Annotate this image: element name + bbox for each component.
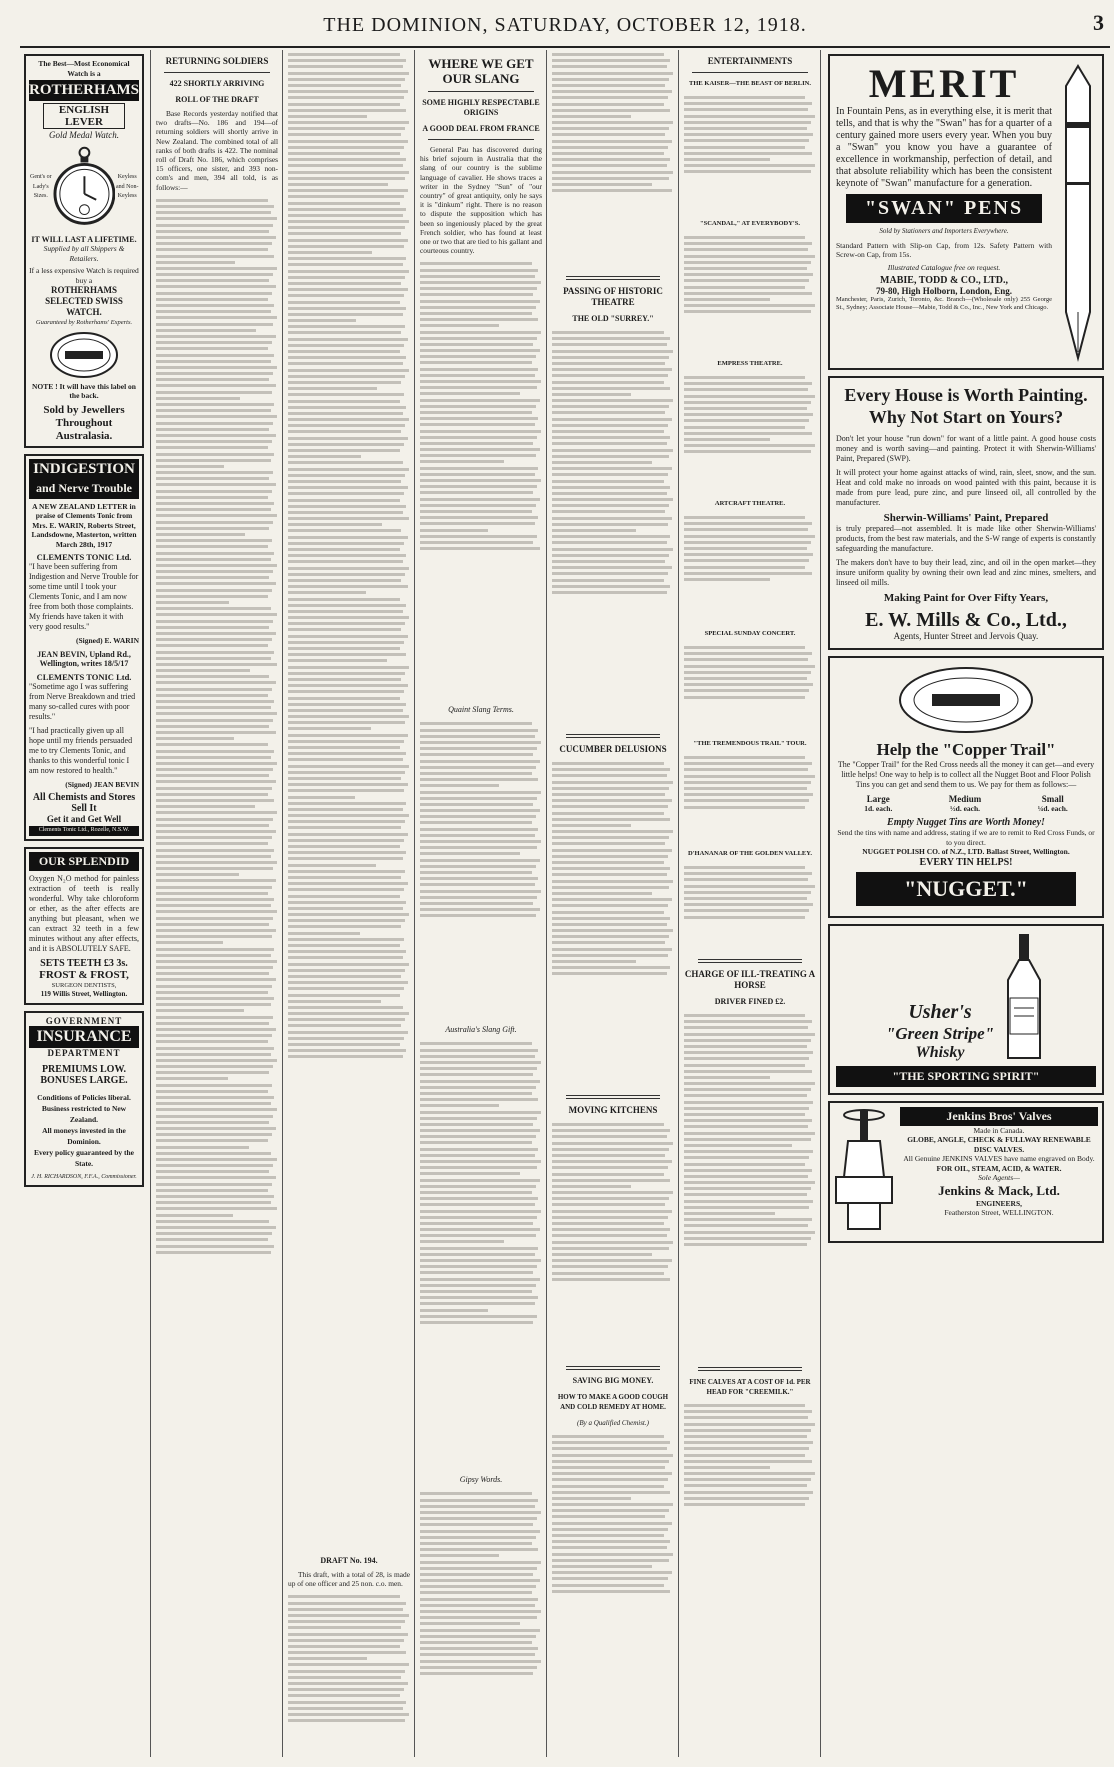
trail-tour-head: "THE TREMENDOUS TRAIL" TOUR. <box>693 740 807 747</box>
merit-title: MERIT <box>868 61 1020 106</box>
dhanar-head: D'HANANAR OF THE GOLDEN VALLEY. <box>688 850 812 857</box>
artcraft-head: ARTCRAFT THEATRE. <box>714 500 786 507</box>
jenkins-types: GLOBE, ANGLE, CHECK & FULLWAY RENEWABLE DISC VALVES. <box>907 1135 1091 1154</box>
insurance-bonuses: BONUSES LARGE. <box>40 1074 128 1086</box>
swan-address: 79-80, High Holborn, London, Eng. <box>875 286 1013 297</box>
sherwin-slogan: Making Paint for Over Fifty Years, <box>883 592 1049 604</box>
nominal-roll-text <box>288 1592 410 1762</box>
clements-tonic-ad <box>24 454 144 841</box>
rotherhams-cheaper: If a less expensive Watch is required buy a <box>29 266 139 285</box>
valve-icon <box>834 1107 894 1237</box>
rotherhams-lifetime: IT WILL LAST A LIFETIME. <box>31 234 137 244</box>
nugget-copper-trail-ad <box>828 656 1104 918</box>
sherwin-williams-ad <box>828 376 1104 650</box>
articles-column <box>552 50 674 1762</box>
tin-price-large: 1d. each. <box>864 803 893 813</box>
passing-theatre-title: PASSING OF HISTORIC THEATRE <box>563 286 663 307</box>
jenkins-title: Jenkins Bros' Valves <box>900 1107 1098 1126</box>
returning-soldiers-column <box>156 50 278 1762</box>
swan-firm: MABIE, TODD & CO., LTD., <box>880 275 1008 287</box>
masthead <box>20 4 1110 48</box>
clements-footer: Clements Tonic Ltd., Rozelle, N.S.W. <box>29 826 139 836</box>
column-rule <box>282 50 283 1757</box>
tin-price-medium: ½d. each. <box>950 803 981 813</box>
tin-size-medium: Medium <box>948 793 982 804</box>
calves-text <box>684 1401 816 1561</box>
article-text <box>552 1120 674 1360</box>
empty-tins-line: Empty Nugget Tins are Worth Money! <box>887 817 1045 828</box>
chemists-line: All Chemists and Stores Sell It <box>32 792 136 814</box>
insurance-line: Business restricted to New Zealand. <box>41 1103 127 1124</box>
sherwin-p2: It will protect your home against attacks of wind, rain, sleet, snow, and the sun. Heat and cold make no inroads on wood painted with this paint, because it is made from pure lead, pure zinc, and pure linseed oil, all controlled by the manufacturer. <box>836 468 1096 507</box>
tin-size-small: Small <box>1041 793 1064 804</box>
returning-soldiers-title: RETURNING SOLDIERS <box>165 56 269 66</box>
rotherhams-sold: Sold by Jewellers Throughout Australasia. <box>43 403 125 442</box>
jenkins-agents: Sole Agents— <box>978 1173 1020 1182</box>
testimonial-signature-2: (Signed) JEAN BEVIN <box>65 779 139 789</box>
gipsy-words-head: Gipsy Words. <box>459 1475 503 1485</box>
rotherhams-left-note: Gent's or Lady's Sizes. <box>30 174 52 200</box>
ushers-product: "Green Stripe" <box>885 1023 995 1043</box>
page-number: 3 <box>1093 10 1104 35</box>
insurance-department: DEPARTMENT <box>47 1047 121 1058</box>
jenkins-genuine: All Genuine JENKINS VALVES have name engraved on Body. <box>903 1154 1095 1163</box>
left-ads-column <box>22 50 146 1762</box>
passing-theatre-sub: THE OLD "SURREY." <box>572 314 654 323</box>
slang-sub: SOME HIGHLY RESPECTABLE ORIGINS <box>422 98 540 117</box>
slang-column <box>420 50 542 1762</box>
ushers-whisky-ad <box>828 924 1104 1095</box>
whisky-bottle-icon <box>1002 932 1046 1062</box>
mills-firm: E. W. Mills & Co., Ltd., <box>865 609 1067 631</box>
ushers-brand: Usher's <box>908 1000 972 1023</box>
horse-charge-title: CHARGE OF ILL-TREATING A HORSE <box>684 969 816 990</box>
testimonial-quote-2: "Sometime ago I was suffering from Nerve Breakdown and tried many so-called cures with poor results." <box>29 681 136 721</box>
nerve-trouble-title: and Nerve Trouble <box>29 480 139 499</box>
slang-title: WHERE WE GET OUR SLANG <box>428 56 534 86</box>
merit-body: In Fountain Pens, as in everything else, it is merit that tells, and that is why the "Swan" has for a quarter of a century gained more users every year. When you buy a "Swan" you know you have a guarantee of excellence in workmanship, perfection of detail, and that absolute reliability which has been the consistent keynote of "Swan" manufacture for a generation. <box>836 106 1052 189</box>
company-name-2: CLEMENTS TONIC Ltd. <box>36 671 132 682</box>
rotherhams-brand: ROTHERHAMS <box>29 80 139 101</box>
tin-size-large: Large <box>866 793 890 804</box>
rotherhams-tagline: The Best—Most Economical Watch is a <box>38 59 130 78</box>
entertainments-title: ENTERTAINMENTS <box>707 56 793 66</box>
insurance-signed: J. H. RICHARDSON, F.F.A., Commissioner. <box>31 1173 137 1180</box>
sherwin-p1: Don't let your house "run down" for want of a little paint. A good house costs money and is worth saving—and painting. Protect it with Sherwin-Williams' Paint, Prepared (SWP). <box>836 434 1096 463</box>
splendid-address: 119 Willis Street, Wellington. <box>40 990 128 998</box>
testimonial-quote-3: "I had practically given up all hope until my friends persuaded me to try Clements Tonic, and thanks to this wonderful tonic I am now restored to health." <box>29 725 133 775</box>
entertainments-text <box>684 93 816 213</box>
nominal-roll-text <box>156 196 278 1762</box>
ushers-whisky: Whisky <box>915 1043 965 1061</box>
jenkins-uses: FOR OIL, STEAM, ACID, & WATER. <box>936 1163 1062 1173</box>
returning-intro: Base Records yesterday notified that two drafts—No. 186 and 194—of returning soldiers will shortly arrive in New Zealand. The combined total of all ranks of both drafts is 422. The nominal roll of Draft No. 186, which comprises 15 officers, one sister, and 393 non-com's and men, 394 all told, is as follows:— <box>156 109 278 192</box>
indigestion-title: INDIGESTION <box>29 459 139 480</box>
rotherhams-note: NOTE ! It will have this label on the back. <box>32 381 136 400</box>
roll-continued-column <box>288 50 410 1762</box>
testimonial-quote: "I have been suffering from Indigestion and Nerve Trouble for some time until I took your Clements Tonic, and I am now free from both those complaints. My friends have taken it with very good results." <box>29 562 139 631</box>
kaiser-head: THE KAISER—THE BEAST OF BERLIN. <box>689 80 811 87</box>
roll-of-draft: ROLL OF THE DRAFT <box>175 95 259 104</box>
rotherhams-guaranteed: Guaranteed by Rotherhams' Experts. <box>35 319 133 326</box>
entertainments-text <box>684 513 816 623</box>
moving-kitchens-title: MOVING KITCHENS <box>568 1105 658 1115</box>
article-text <box>552 50 674 270</box>
sunday-concert-head: SPECIAL SUNDAY CONCERT. <box>704 630 796 637</box>
nugget-firm: NUGGET POLISH CO. of N.Z., LTD. Ballast Street, Wellington. <box>862 847 1070 856</box>
splendid-role: SURGEON DENTISTS, <box>51 981 117 989</box>
copper-send: Send the tins with name and address, stating if we are to remit to Red Cross Funds, or to you direct. <box>837 828 1095 847</box>
every-tin-helps: EVERY TIN HELPS! <box>919 856 1013 868</box>
pocket-watch-icon <box>53 144 116 232</box>
court-report-text <box>684 1011 816 1361</box>
fountain-pen-icon <box>1060 62 1096 362</box>
entertainments-column <box>684 50 816 1762</box>
insurance-government: GOVERNMENT <box>45 1015 123 1026</box>
australia-slang-head: Australia's Slang Gift. <box>445 1025 517 1035</box>
nugget-tin-icon <box>896 664 1036 736</box>
horse-charge-sub: DRIVER FINED £2. <box>714 997 786 1006</box>
jenkins-firm: Jenkins & Mack, Ltd. <box>938 1182 1060 1198</box>
column-rule <box>414 50 415 1757</box>
article-text <box>552 328 674 728</box>
column-rule <box>546 50 547 1757</box>
cough-remedy-title: HOW TO MAKE A GOOD COUGH AND COLD REMEDY AT HOME. <box>557 1393 669 1411</box>
frost-dentists-ad <box>24 847 144 1005</box>
slang-body-text <box>420 1039 542 1469</box>
tin-price-small: ¼d. each. <box>1037 803 1068 813</box>
jenkins-made: Made in Canada. <box>973 1125 1025 1135</box>
letter2-head: JEAN BEVIN, Upland Rd., Wellington, writes 18/5/17 <box>37 649 131 668</box>
insurance-line: Every policy guaranteed by the State. <box>34 1147 134 1168</box>
draft-194-title: DRAFT No. 194. <box>320 1556 378 1565</box>
quaint-slang-head: Quaint Slang Terms. <box>448 705 514 715</box>
swan-brand: "SWAN" PENS <box>846 194 1042 223</box>
right-ads-column <box>826 50 1106 1762</box>
nominal-roll-text <box>288 50 410 1550</box>
sporting-spirit: "THE SPORTING SPIRIT" <box>836 1066 1096 1087</box>
sherwin-p3: is truly prepared—not assembled. It is made like other Sherwin-Williams' products, from the best raw materials, and the S-W range of experts is constantly safeguarding the manufacture. <box>836 524 1096 553</box>
splendid-price: SETS TEETH £3 3s. <box>40 957 128 969</box>
rotherhams-sub: Gold Medal Watch. <box>49 130 119 140</box>
company-name: CLEMENTS TONIC Ltd. <box>36 552 132 562</box>
jenkins-engineers: ENGINEERS, <box>975 1198 1023 1208</box>
entertainments-text <box>684 863 816 953</box>
slang-sub2: A GOOD DEAL FROM FRANCE <box>422 124 540 133</box>
letter-head: A NEW ZEALAND LETTER in praise of Clements Tonic from Mrs. E. WARIN, Roberts Street, Landsdowne, Masterton, written March 28th, 1917 <box>31 501 137 549</box>
rotherhams-swiss: ROTHERHAMS SELECTED SWISS WATCH. <box>45 285 123 317</box>
returning-soldiers-sub: 422 SHORTLY ARRIVING <box>169 79 265 88</box>
nugget-brand: "NUGGET." <box>856 872 1076 906</box>
entertainments-text <box>684 643 816 733</box>
column-rule <box>678 50 679 1757</box>
copper-trail-body: The "Copper Trail" for the Red Cross needs all the money it can get—and every little helps! One way to help is to collect all the Nugget Boot and Floor Polish Tins you can get and send them to us. We pay for them as follows:— <box>837 759 1095 789</box>
rotherhams-ad <box>24 54 144 448</box>
cough-remedy-sub: (By a Qualified Chemist.) <box>577 1419 649 1427</box>
swan-sold: Sold by Stationers and Importers Everywhere. <box>879 227 1009 235</box>
testimonial-signature: (Signed) E. WARIN <box>76 636 139 645</box>
cucumber-title: CUCUMBER DELUSIONS <box>559 744 667 754</box>
jenkins-valves-ad <box>828 1101 1104 1243</box>
swan-branches: Manchester, Paris, Zurich, Toronto, &c. Branch—(Wholesale only) 255 George St., Sydney; Associate House—Mabie, Todd & Co., Inc., New York and Chicago. <box>836 296 1052 312</box>
article-text <box>552 1432 674 1672</box>
swan-catalogue: Illustrated Catalogue free on request. <box>887 262 1001 272</box>
slang-body-text <box>420 259 542 699</box>
copper-trail-title: Help the "Copper Trail" <box>876 739 1056 759</box>
get-well-line: Get it and Get Well <box>46 814 122 824</box>
jenkins-address: Featherston Street, WELLINGTON. <box>944 1208 1054 1217</box>
column-rule <box>150 50 151 1757</box>
entertainments-text <box>684 753 816 843</box>
insurance-premiums: PREMIUMS LOW. <box>41 1063 127 1075</box>
rotherhams-product: ENGLISH LEVER <box>43 103 125 129</box>
slang-intro: General Pau has discovered during his brief sojourn in Australia that the slang of our country is the sublime language of cavalier. He shows traces a writer in the Sydney "Sun" of "our country" of great antiquity, only he says it is "dinkum" right. There is no reason to dispute the supposition which has been so ingeniously placed by the great French soldier, who has found at least one or two that are tied to his gallant and courteous country. <box>420 145 542 256</box>
rotherhams-right-note: Keyless and Non-Keyless <box>115 174 139 200</box>
splendid-body: Oxygen N₂O method for painless extraction of teeth is really wonderful. Why take chloroform or ether, as the after effects are anything but pleasant, when we can extract 32 teeth in a few minutes without any after effects, and it is ABSOLUTELY SAFE. <box>29 873 139 953</box>
insurance-line: Conditions of Policies liberal. <box>37 1092 131 1102</box>
government-insurance-ad <box>24 1011 144 1188</box>
sherwin-brand: Sherwin-Williams' Paint, Prepared <box>883 512 1049 524</box>
scandal-head: "SCANDAL," AT EVERYBODY'S. <box>700 220 800 227</box>
saving-big-money-title: SAVING BIG MONEY. <box>572 1376 654 1385</box>
column-rule <box>820 50 821 1757</box>
splendid-firm: FROST & FROST, <box>39 968 129 981</box>
mills-agents: Agents, Hunter Street and Jervois Quay. <box>893 631 1039 641</box>
insurance-line: All moneys invested in the Dominion. <box>42 1125 126 1146</box>
empress-head: EMPRESS THEATRE. <box>717 360 783 367</box>
swan-standard: Standard Pattern with Slip-on Cap, from 12s. Safety Pattern with Screw-on Cap, from 15s. <box>836 240 1052 259</box>
rotherhams-supplied: Supplied by all Shippers & Retailers. <box>43 244 125 263</box>
insurance-title: INSURANCE <box>29 1026 139 1048</box>
masthead-title: THE DOMINION, SATURDAY, OCTOBER 12, 1918. <box>323 14 807 36</box>
rotherhams-label-icon <box>49 331 119 379</box>
slang-body-text <box>420 1489 542 1762</box>
article-text <box>552 759 674 1089</box>
entertainments-text <box>684 373 816 493</box>
draft-194-intro: This draft, with a total of 28, is made up of one officer and 25 non. c.o. men. <box>288 1570 410 1589</box>
slang-body-text <box>420 719 542 1019</box>
sherwin-title: Every House is Worth Painting. Why Not Start on Yours? <box>844 385 1088 427</box>
swan-pens-ad <box>828 54 1104 370</box>
sherwin-p4: The makers don't have to buy their lead, zinc, and oil in the open market—they insure uniform quality by owning their own lead and zinc mines, smelters, and linseed oil mills. <box>836 558 1096 587</box>
entertainments-text <box>684 233 816 353</box>
splendid-title: OUR SPLENDID <box>29 852 139 871</box>
calves-head: FINE CALVES AT A COST OF 1d. PER HEAD FOR "CREEMILK." <box>689 1378 811 1396</box>
